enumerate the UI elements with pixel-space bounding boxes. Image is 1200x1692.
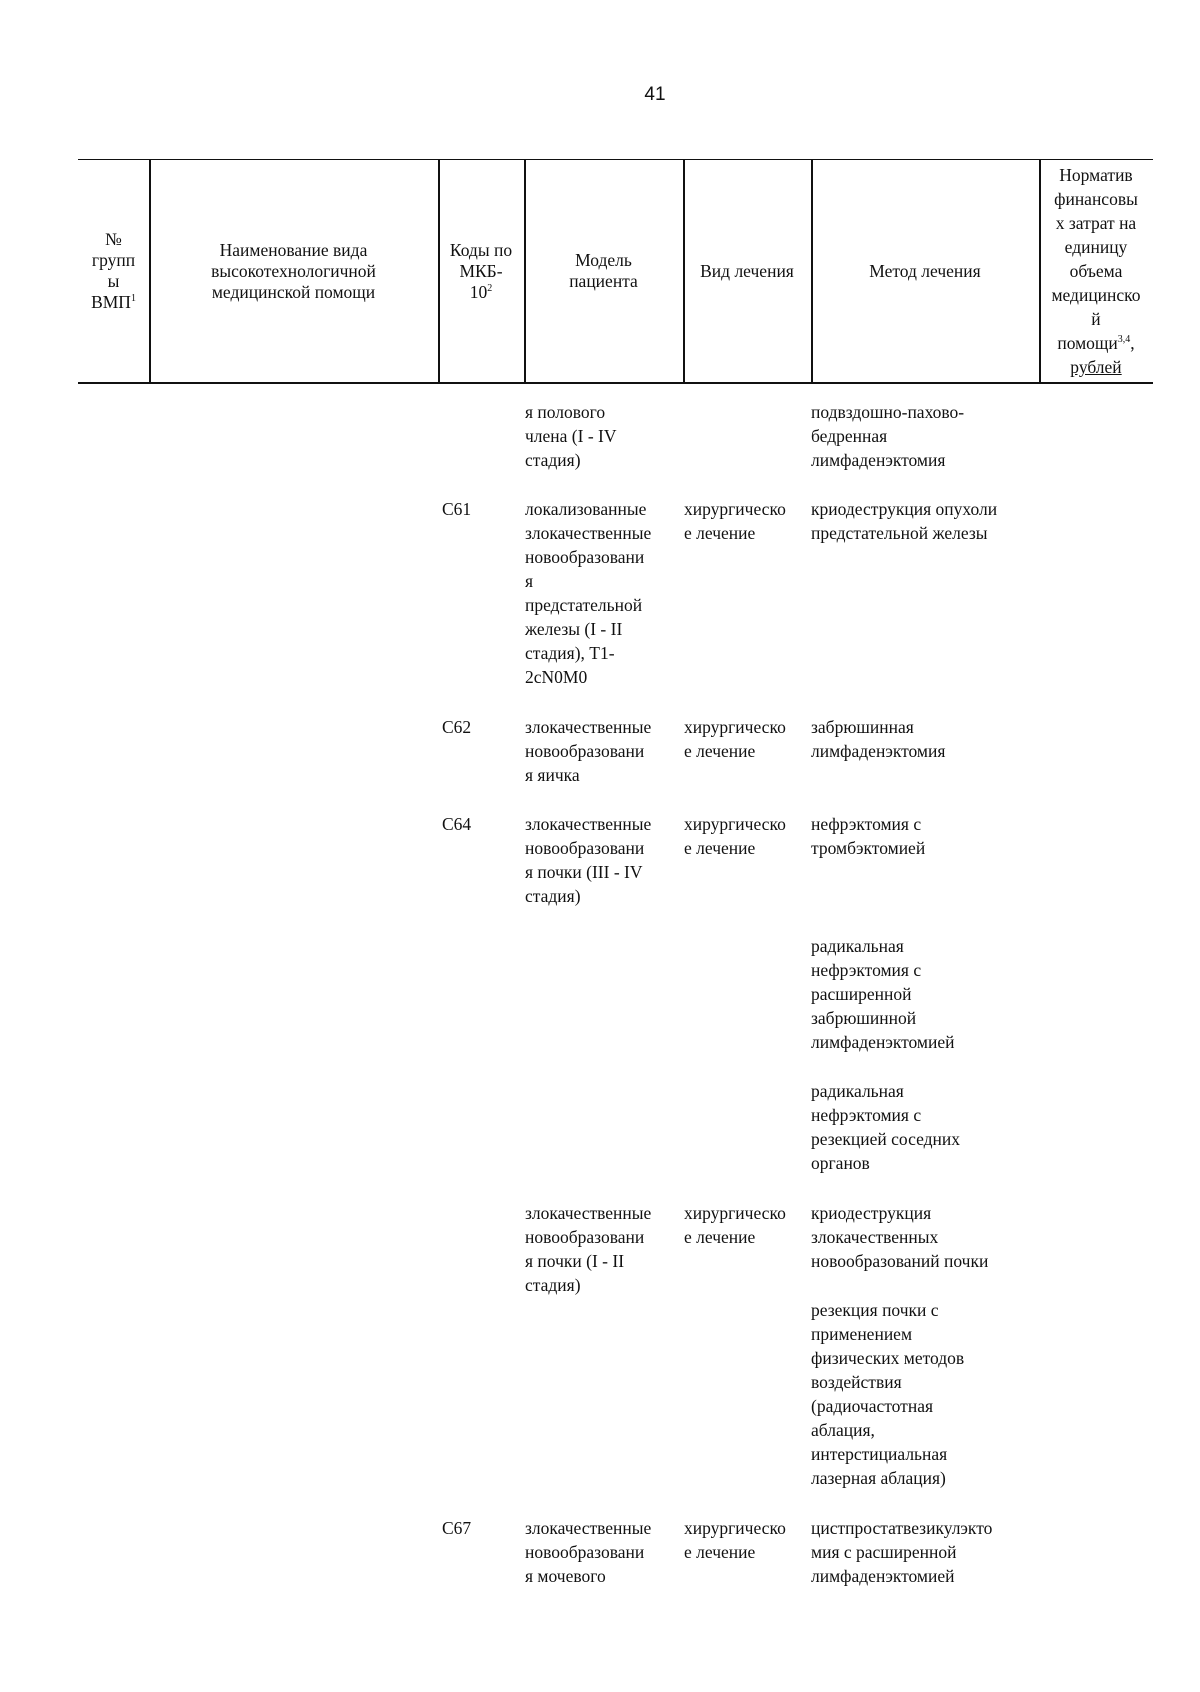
patient-model-cell: злокачественные новообразовани я почки (I - II стадия)	[525, 1203, 652, 1295]
table-header	[78, 159, 1153, 384]
patient-model-cell: злокачественные новообразовани я яичка	[525, 717, 652, 785]
header-care-type-name: Наименование вида высокотехнологичной медицинской помощи	[211, 239, 376, 302]
icd-code-cell: C64	[442, 814, 472, 834]
icd-code-cell: C62	[442, 717, 472, 737]
icd-code-cell: C67	[442, 1518, 472, 1538]
patient-model-cell: злокачественные новообразовани я мочевого	[525, 1518, 652, 1586]
treatment-type-cell: хирургическо е лечение	[684, 499, 786, 543]
treatment-method-cell: подвздошно-пахово- бедренная лимфаденэктомия	[811, 402, 965, 470]
patient-model-cell: я полового члена (I - IV стадия)	[525, 402, 617, 470]
icd-code-cell: C61	[442, 499, 472, 519]
header-icd-codes: Коды по МКБ- $10^2$	[449, 239, 513, 302]
patient-model-cell: злокачественные новообразовани я почки (III - IV стадия)	[525, 814, 652, 906]
treatment-method-cell: криодеструкция злокачественных новообразований почки	[811, 1203, 989, 1271]
header-cost-norm: Норматив финансовы х затрат на единицу объема медицинско й помощи$^{3,4}$, рублей	[1051, 165, 1141, 377]
header-patient-model: Модель пациента	[569, 250, 638, 291]
treatment-method-cell: радикальная нефрэктомия с расширенной забрюшинной лимфаденэктомией	[811, 936, 955, 1052]
treatment-method-cell: цистпростатвезикулэкто мия с расширенной лимфаденэктомией	[811, 1518, 993, 1586]
treatment-type-cell: хирургическо е лечение	[684, 717, 786, 761]
treatment-method-cell: криодеструкция опухоли предстательной железы	[811, 499, 998, 543]
treatment-type-cell: хирургическо е лечение	[684, 814, 786, 858]
header-group-number: № групп ы ВМП$^1$	[91, 229, 136, 312]
treatment-method-cell: радикальная нефрэктомия с резекцией соседних органов	[811, 1081, 961, 1173]
header-treatment-type: Вид лечения	[700, 260, 794, 281]
treatment-method-cell: забрюшинная лимфаденэктомия	[811, 717, 946, 761]
treatment-method-cell: нефрэктомия с тромбэктомией	[811, 814, 926, 858]
header-treatment-method: Метод лечения	[869, 260, 981, 281]
treatment-method-cell: резекция почки с применением физических методов воздействия (радиочастотная аблация, интерстициальная лазерная аблация)	[811, 1300, 965, 1488]
treatment-type-cell: хирургическо е лечение	[684, 1518, 786, 1562]
page-number: 41	[644, 84, 666, 105]
patient-model-cell: локализованные злокачественные новообразовани я предстательной железы (I - II стадия), T1- 2cN0M0	[525, 499, 652, 687]
treatment-type-cell: хирургическо е лечение	[684, 1203, 786, 1247]
